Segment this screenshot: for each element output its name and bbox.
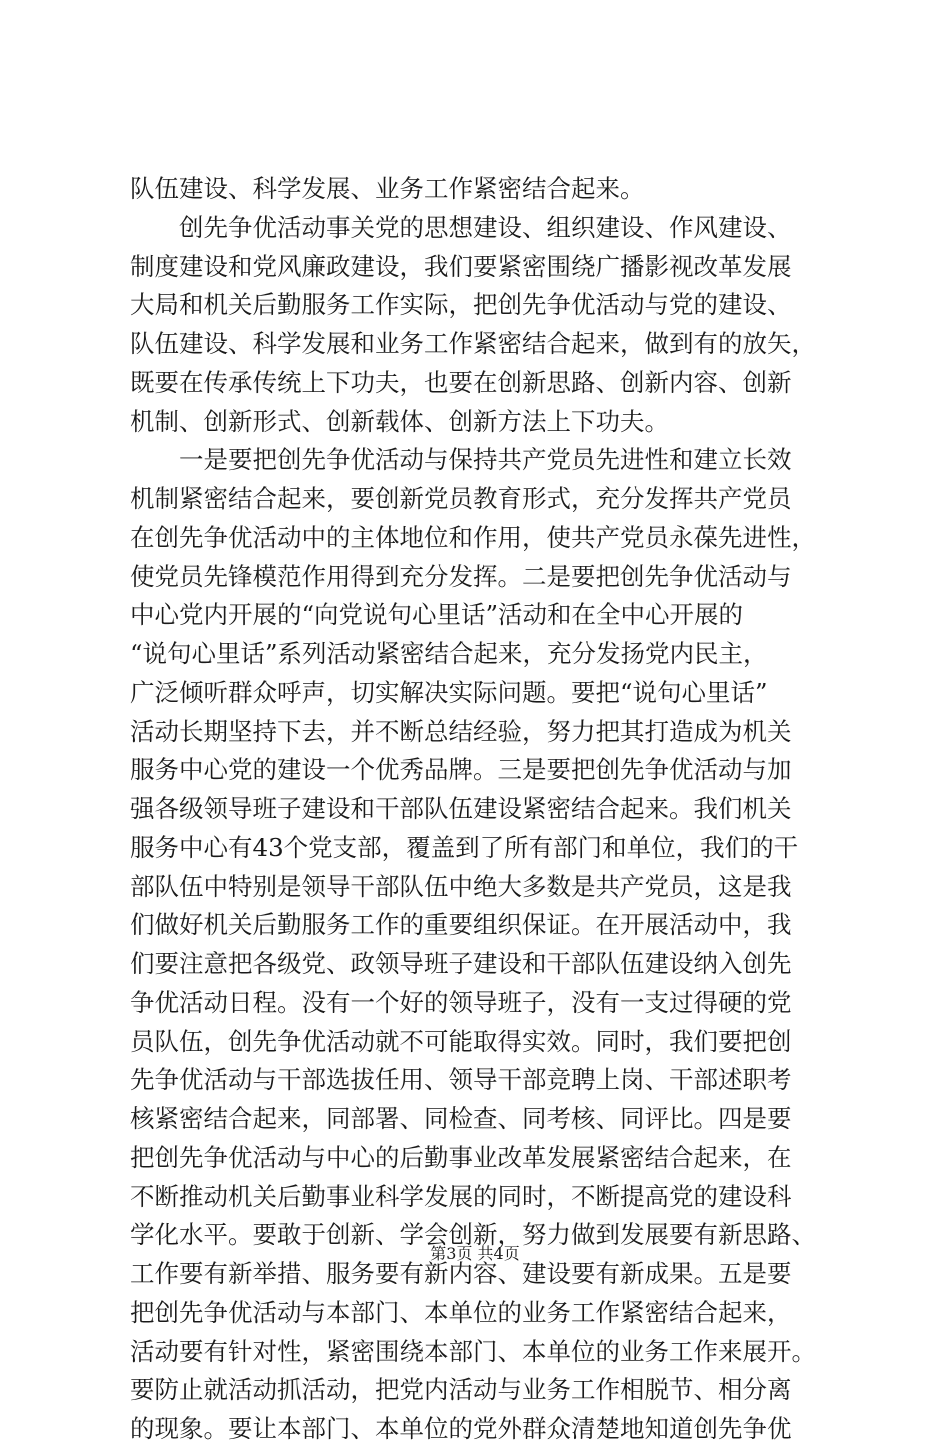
text-line: 大局和机关后勤服务工作实际，把创先争优活动与党的建设、 [130,290,792,320]
text-line: 创先争优活动事关党的思想建设、组织建设、作风建设、 [130,212,792,242]
text-line: 们做好机关后勤服务工作的重要组织保证。在开展活动中，我 [130,910,792,940]
text-line: 核紧密结合起来，同部署、同检查、同考核、同评比。四是要 [130,1104,792,1133]
text-line: 使党员先锋模范作用得到充分发挥。二是要把创先争优活动与 [130,561,792,591]
text-line: 队伍建设、科学发展、业务工作紧密结合起来。 [130,174,645,203]
text-line: 服务中心有43个党支部，覆盖到了所有部门和单位，我们的干 [130,832,799,862]
text-line: 广泛倾听群众呼声，切实解决实际问题。要把“说句心里话” [130,677,768,707]
text-line: 在创先争优活动中的主体地位和作用，使共产党员永葆先进性， [130,522,816,552]
text-line: 要防止就活动抓活动，把党内活动与业务工作相脱节、相分离 [130,1375,792,1405]
text-line: 员队伍，创先争优活动就不可能取得实效。同时，我们要把创 [130,1026,792,1056]
text-line: 中心党内开展的“向党说句心里话”活动和在全中心开展的 [130,600,744,630]
text-line: 学化水平。要敢于创新、学会创新，努力做到发展要有新思路、 [130,1220,816,1250]
text-line: 制度建设和党风廉政建设，我们要紧密围绕广播影视改革发展 [130,251,792,281]
text-line: 部队伍中特别是领导干部队伍中绝大多数是共产党员，这是我 [130,871,792,901]
text-line: 争优活动日程。没有一个好的领导班子，没有一支过得硬的党 [130,987,792,1017]
text-line: 们要注意把各级党、政领导班子建设和干部队伍建设纳入创先 [130,949,792,978]
text-line: 既要在传承传统上下功夫，也要在创新思路、创新内容、创新 [130,367,792,397]
text-line: 先争优活动与干部选拔任用、领导干部竞聘上岗、干部述职考 [130,1065,792,1095]
text-line: 一是要把创先争优活动与保持共产党员先进性和建立长效 [130,445,792,475]
text-line: 把创先争优活动与中心的后勤事业改革发展紧密结合起来，在 [130,1142,792,1172]
text-line: 把创先争优活动与本部门、本单位的业务工作紧密结合起来， [130,1297,792,1327]
text-line: 队伍建设、科学发展和业务工作紧密结合起来，做到有的放矢， [130,329,816,358]
text-line: 工作要有新举措、服务要有新内容、建设要有新成果。五是要 [130,1259,792,1288]
text-line: 不断推动机关后勤事业科学发展的同时，不断提高党的建设科 [130,1181,792,1211]
text-line: 机制紧密结合起来，要创新党员教育形式，充分发挥共产党员 [130,484,792,513]
text-line: 强各级领导班子建设和干部队伍建设紧密结合起来。我们机关 [130,794,792,823]
text-line: 机制、创新形式、创新载体、创新方法上下功夫。 [130,406,669,436]
text-line: 的现象。要让本部门、本单位的党外群众清楚地知道创先争优 [130,1414,792,1443]
text-line: “说句心里话”系列活动紧密结合起来，充分发扬党内民主， [130,639,768,668]
text-line: 服务中心党的建设一个优秀品牌。三是要把创先争优活动与加 [130,755,792,785]
text-line: 活动长期坚持下去，并不断总结经验，努力把其打造成为机关 [130,716,792,746]
text-line: 活动要有针对性，紧密围绕本部门、本单位的业务工作来展开。 [130,1336,816,1366]
page-footer: 第3页 共4页 [430,1244,520,1263]
